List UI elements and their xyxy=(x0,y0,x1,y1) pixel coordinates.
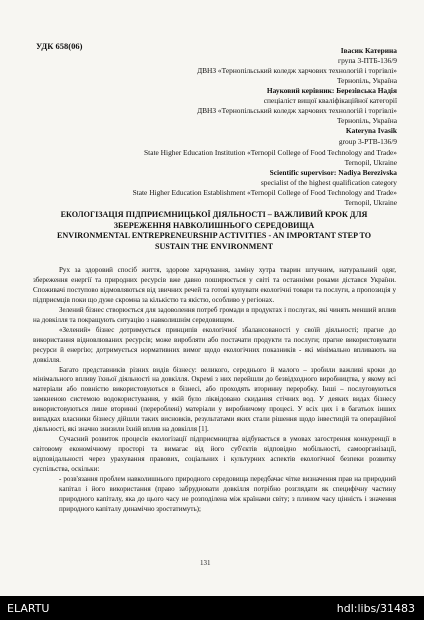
author-location-en: Ternopil, Ukraine xyxy=(344,158,397,167)
supervisor-name-ua: Науковий керівник: Березівська Надія xyxy=(266,86,397,95)
author-institution-en: State Higher Education Institution «Ternopil College of Food Technology and Trade» xyxy=(144,148,397,157)
author-location-ua: Тернопіль, Україна xyxy=(336,76,397,85)
author-group-ua: група 3-ПТБ-136/9 xyxy=(338,56,397,65)
title-ua-line-2: ЗБЕРЕЖЕННЯ НАВКОЛИШНЬОГО СЕРЕДОВИЩА xyxy=(113,220,315,230)
paragraph: «Зелений» бізнес дотримується принципів екологічної збалансованості у своїй діяльності; прагне до використання відновлюваних ресурсів; може виробляти або постачати продукти та послуги; прагне використовувати ресурси й енергію; дотримується нормативних вимог щодо екологічних показників - які мінімально впливають на довкілля. xyxy=(33,325,396,364)
title-ua-line-1: ЕКОЛОГІЗАЦІЯ ПІДПРИЄМНИЦЬКОЇ ДІЯЛЬНОСТІ – ВАЖЛИВИЙ КРОК ДЛЯ xyxy=(60,210,368,219)
list-item: - розв'язання проблем навколишнього природного середовища передбачає чітке визначення прав на природний капітал і його використання (право забрудновати довкілля потрібно розглядати як специфічну частину природного капіталу, яка до цього часу не розподілена між країнами світу; з плином часу цінність і значення природного капіталу динамічно зростатимуть); xyxy=(59,475,396,513)
repository-footer xyxy=(0,596,424,620)
paragraph: Багато представників різних видів бізнесу: великого, середнього й малого – зробили важливі кроки до мінімального впливу їхньої діяльності на довкілля. Окремі з них перейшли до безвідходного виробництва, у якому всі матеріали або повністю використовуються в бізнесі, або проходять вторинну переробку. Інші – послуговуються замкненою системою водокористування, у якій було ліквідовано скидання стічних вод. У деяких видах бізнесу використовуються лише вторинні (перероблені) матеріали у виробничому процесі. У всіх цих і в багатьох інших випадках власники бізнесу дійшли таких висновків, результатами яких стали рішення щодо інвестицій та операційної діяльності, які значно знизили їхній вплив на довкілля [1]. xyxy=(33,365,396,434)
paragraph: Зелений бізнес створюється для задоволення потреб громади в продуктах і послугах, які чинять менший вплив на довкілля та покращують ситуацію з навколишнім середовищем. xyxy=(33,305,396,324)
supervisor-name-en: Scientific supervisor: Nadiya Berezivska xyxy=(269,168,397,177)
supervisor-title-en: specialist of the highest qualification category xyxy=(260,178,397,187)
supervisor-location-ua: Тернопіль, Україна xyxy=(336,116,397,125)
author-group-en: group 3-PTB-136/9 xyxy=(338,137,397,146)
article-title xyxy=(24,210,404,252)
supervisor-institution-ua: ДВНЗ «Тернопільський коледж харчових технологій і торгівлі» xyxy=(197,106,397,115)
author-name-en: Kateryna Ivasik xyxy=(345,126,397,135)
paragraph: Рух за здоровий спосіб життя, здорове харчування, заміну хутра тварин штучним, натуральний одяг, збереження енергії та природних ресурсів вже давно поширюється у світі та останніми роками дістався України. Споживачі поступово відмовляються від звичних речей та готові купувати екологічні товари та послуги, а пропозиція у підприємців поки що дуже скромна за кількістю та якістю, особливо у регіонах. xyxy=(33,266,396,304)
title-en-line-1: ENVIRONMENTAL ENTREPRENEURSHIP ACTIVITIES - AN IMPORTANT STEP TO xyxy=(56,231,371,241)
udk-code: УДК 658(06) xyxy=(36,41,83,51)
handle-link[interactable]: hdl:libs/31483 xyxy=(336,602,415,615)
article-body xyxy=(33,266,396,515)
repository-name: ELARTU xyxy=(7,602,50,615)
paragraph: Сучасний розвиток процесів екологізації підприємництва відбувається в умовах загострення конкуренції в світовому економічному просторі та вимагає від його суб'єктів відповідно мобільності, самоорганізації, відповідальності через урахування правових, соціальних і культурних аспектів екологічної безпеки розвитку суспільства, оскільки: xyxy=(33,435,396,474)
title-en-line-2: SUSTAIN THE ENVIRONMENT xyxy=(155,241,273,251)
supervisor-title-ua: спеціаліст вищої кваліфікаційної категорії xyxy=(263,96,397,105)
page-number: 131 xyxy=(200,559,211,567)
author-institution-ua: ДВНЗ «Тернопільський коледж харчових технологій і торгівлі» xyxy=(197,66,397,75)
supervisor-institution-en: State Higher Education Establishment «Ternopil College of Food Technology and Trade» xyxy=(132,188,397,197)
author-name-ua: Івасик Катерина xyxy=(340,46,397,55)
supervisor-location-en: Ternopil, Ukraine xyxy=(344,198,397,207)
